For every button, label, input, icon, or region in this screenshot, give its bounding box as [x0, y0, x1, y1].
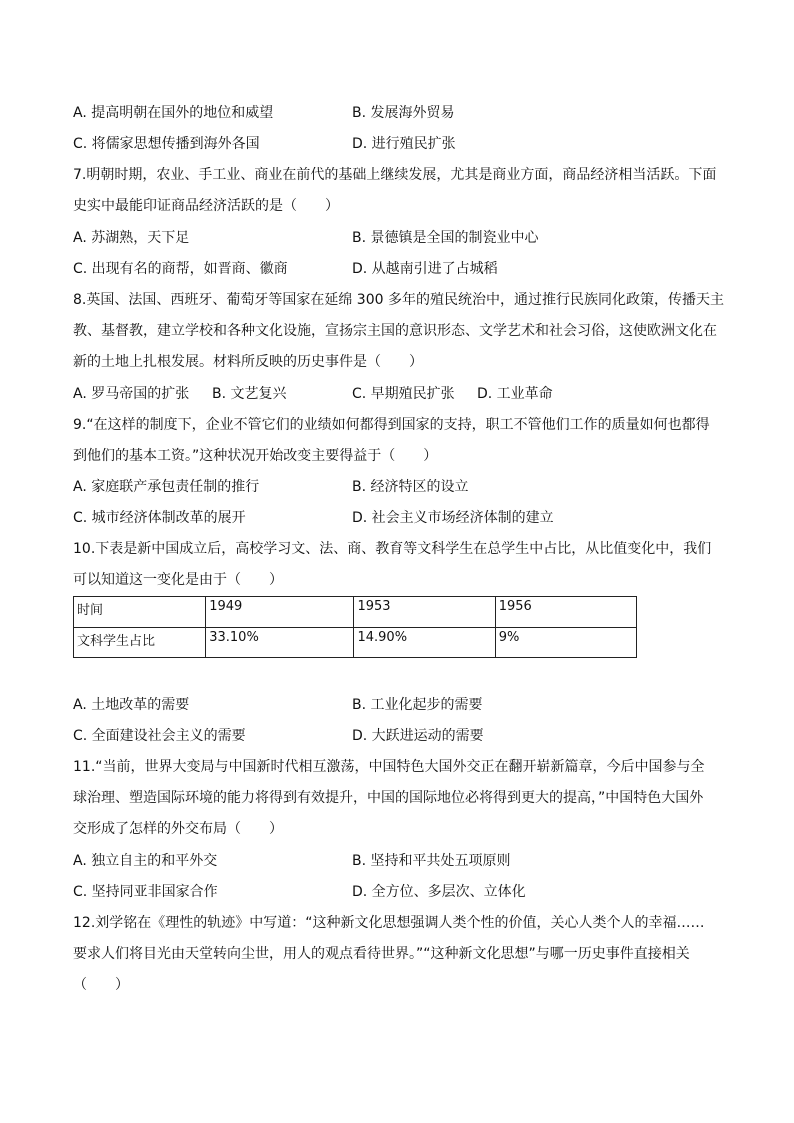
q6-option-d[interactable]: D. 进行殖民扩张	[352, 136, 456, 152]
q11-stem-line-1: 11.“当前，世界大变局与中国新时代相互激荡，中国特色大国外交正在翻开崭新篇章，今后中国参与全	[73, 759, 705, 775]
q11-stem-line-3: 交形成了怎样的外交布局（ ）	[73, 821, 283, 837]
q7-option-d[interactable]: D. 从越南引进了占城稻	[352, 261, 498, 277]
q8-option-d[interactable]: D. 工业革命	[477, 386, 553, 402]
table-header-cell: 1953	[354, 597, 495, 628]
q8-option-b[interactable]: B. 文艺复兴	[212, 386, 287, 402]
q8-stem-line-2: 教、基督教，建立学校和各种文化设施，宣扬宗主国的意识形态、文学艺术和社会习俗，这使欧洲文化在	[73, 323, 717, 339]
q9-option-d[interactable]: D. 社会主义市场经济体制的建立	[352, 510, 554, 526]
q8-option-a[interactable]: A. 罗马帝国的扩张	[73, 386, 190, 402]
table-header-cell: 时间	[74, 597, 206, 628]
q6-option-a[interactable]: A. 提高明朝在国外的地位和威望	[73, 105, 274, 121]
table-cell: 14.90%	[354, 627, 495, 658]
table-header-cell: 1956	[495, 597, 636, 628]
q9-option-a[interactable]: A. 家庭联产承包责任制的推行	[73, 479, 260, 495]
q7-option-c[interactable]: C. 出现有名的商帮，如晋商、徽商	[73, 261, 288, 277]
q6-option-b[interactable]: B. 发展海外贸易	[352, 105, 455, 121]
table-cell: 文科学生占比	[74, 627, 206, 658]
table-row	[74, 597, 637, 628]
q7-stem-line-1: 7.明朝时期，农业、手工业、商业在前代的基础上继续发展，尤其是商业方面，商品经济相当活跃。下面	[73, 167, 717, 183]
q9-stem-line-2: 到他们的基本工资。”这种状况开始改变主要得益于（ ）	[73, 448, 438, 464]
q12-stem-line-1: 12.刘学铭在《理性的轨迹》中写道：“这种新文化思想强调人类个性的价值，关心人类个人的幸福……	[73, 915, 705, 931]
q11-option-a[interactable]: A. 独立自主的和平外交	[73, 853, 218, 869]
q11-option-b[interactable]: B. 坚持和平共处五项原则	[352, 853, 511, 869]
q8-stem-line-1: 8.英国、法国、西班牙、葡萄牙等国家在延绵 300 多年的殖民统治中，通过推行民族同化政策，传播天主	[73, 292, 724, 308]
q10-option-c[interactable]: C. 全面建设社会主义的需要	[73, 728, 246, 744]
table-cell: 9%	[495, 627, 636, 658]
q9-option-b[interactable]: B. 经济特区的设立	[352, 479, 469, 495]
q10-data-table	[73, 596, 637, 658]
q12-stem-line-3: （ ）	[73, 977, 129, 993]
q7-option-b[interactable]: B. 景德镇是全国的制瓷业中心	[352, 230, 539, 246]
q7-stem-line-2: 史实中最能印证商品经济活跃的是（ ）	[73, 198, 339, 214]
table-cell: 33.10%	[206, 627, 354, 658]
q10-option-b[interactable]: B. 工业化起步的需要	[352, 697, 483, 713]
q11-option-d[interactable]: D. 全方位、多层次、立体化	[352, 884, 526, 900]
q8-option-c[interactable]: C. 早期殖民扩张	[352, 386, 455, 402]
q10-option-a[interactable]: A. 土地改革的需要	[73, 697, 190, 713]
q11-option-c[interactable]: C. 坚持同亚非国家合作	[73, 884, 218, 900]
q7-option-a[interactable]: A. 苏湖熟，天下足	[73, 230, 190, 246]
table-header-cell: 1949	[206, 597, 354, 628]
q10-stem-line-2: 可以知道这一变化是由于（ ）	[73, 572, 283, 588]
q11-stem-line-2: 球治理、塑造国际环境的能力将得到有效提升，中国的国际地位必将得到更大的提高，”中国特色大国外	[73, 790, 704, 806]
table-row	[74, 627, 637, 658]
q9-stem-line-1: 9.“在这样的制度下，企业不管它们的业绩如何都得到国家的支持，职工不管他们工作的质量如何也都得	[73, 417, 710, 433]
q6-option-c[interactable]: C. 将儒家思想传播到海外各国	[73, 136, 260, 152]
q8-stem-line-3: 新的土地上扎根发展。材料所反映的历史事件是（ ）	[73, 354, 423, 370]
q12-stem-line-2: 要求人们将目光由天堂转向尘世，用人的观点看待世界。”“这种新文化思想”与哪一历史事件直接相关	[73, 946, 690, 962]
q10-option-d[interactable]: D. 大跃进运动的需要	[352, 728, 484, 744]
q10-stem-line-1: 10.下表是新中国成立后，高校学习文、法、商、教育等文科学生在总学生中占比，从比值变化中，我们	[73, 541, 712, 557]
q9-option-c[interactable]: C. 城市经济体制改革的展开	[73, 510, 246, 526]
